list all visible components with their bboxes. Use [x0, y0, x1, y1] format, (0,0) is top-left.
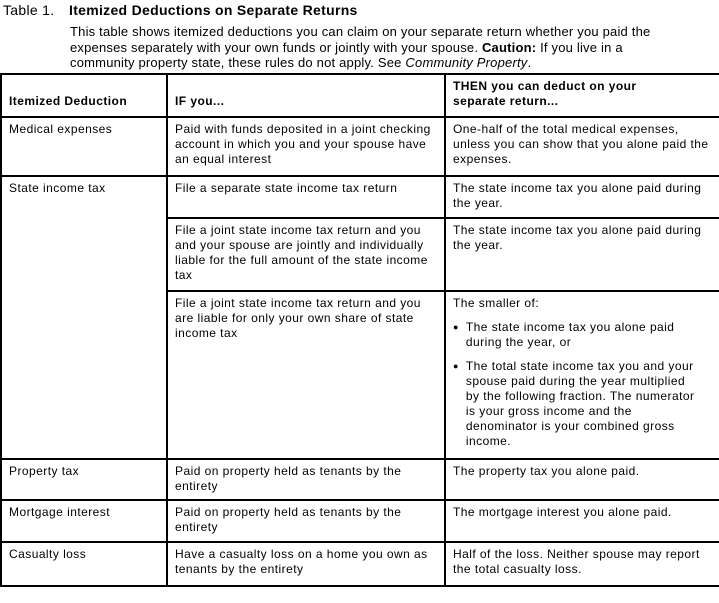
- caution-label: Caution:: [481, 39, 537, 55]
- table-caption: [3, 2, 358, 19]
- header-row: [1, 74, 719, 117]
- list-item: [453, 359, 713, 449]
- then-cell: The mortgage interest you alone paid.: [445, 500, 719, 542]
- column-header-then-deduct: THEN you can deduct on your separate return...: [445, 74, 719, 117]
- column-header-if-you: IF you...: [167, 74, 445, 117]
- then-cell: The state income tax you alone paid during the year.: [445, 218, 719, 291]
- deduction-cell: State income tax: [1, 176, 167, 459]
- table-title: Itemized Deductions on Separate Returns: [69, 2, 358, 18]
- if-cell: Paid with funds deposited in a joint checking account in which you and your spouse have an equal interest: [167, 117, 445, 176]
- bullet-icon: ●: [453, 322, 459, 332]
- if-cell: File a joint state income tax return and you are liable for only your own share of state income tax: [167, 291, 445, 459]
- then-cell: The state income tax you alone paid during the year.: [445, 176, 719, 218]
- if-cell: File a separate state income tax return: [167, 176, 445, 218]
- if-cell: File a joint state income tax return and you and your spouse are jointly and individually liable for the full amount of the state income tax: [167, 218, 445, 291]
- intro-paragraph: [70, 24, 690, 71]
- then-cell: The property tax you alone paid.: [445, 459, 719, 500]
- table-row-casualty-loss: [1, 542, 719, 586]
- list-item: [453, 320, 713, 350]
- bullet-item-text: The total state income tax you and your spouse paid during the year multiplied by the following fraction. The numerator is your gross income and the denominator is your combined gross income.: [465, 359, 695, 448]
- community-property-reference: Community Property: [405, 55, 528, 70]
- table-number-label: Table 1.: [3, 2, 55, 18]
- deduction-cell: Property tax: [1, 459, 167, 500]
- intro-text-3: .: [527, 55, 532, 70]
- deduction-cell: Medical expenses: [1, 117, 167, 176]
- deduction-cell: Mortgage interest: [1, 500, 167, 542]
- then-intro-text: The smaller of:: [453, 296, 540, 310]
- intro-text-2: If you live in a community property state, these rules do not apply. See: [70, 39, 623, 70]
- if-cell: Have a casualty loss on a home you own as tenants by the entirety: [167, 542, 445, 586]
- table-row-mortgage-interest: [1, 500, 719, 542]
- table-row-medical-expenses: [1, 117, 719, 176]
- deduction-cell: Casualty loss: [1, 542, 167, 586]
- then-cell: Half of the loss. Neither spouse may report the total casualty loss.: [445, 542, 719, 586]
- itemized-deductions-table: [0, 73, 719, 587]
- if-cell: Paid on property held as tenants by the entirety: [167, 459, 445, 500]
- bullet-icon: ●: [453, 361, 459, 371]
- table-row-property-tax: [1, 459, 719, 500]
- then-cell: One-half of the total medical expenses, unless you can show that you alone paid the expenses.: [445, 117, 719, 176]
- if-cell: Paid on property held as tenants by the entirety: [167, 500, 445, 542]
- bullet-item-text: The state income tax you alone paid during the year, or: [465, 320, 675, 349]
- then-cell: [445, 291, 719, 459]
- intro-text-1: This table shows itemized deductions you can claim on your separate return whether you paid the expenses separately with your own funds or jointly with your spouse.: [70, 24, 651, 55]
- column-header-itemized-deduction: Itemized Deduction: [1, 74, 167, 117]
- table-row-state-income-tax-1: [1, 176, 719, 218]
